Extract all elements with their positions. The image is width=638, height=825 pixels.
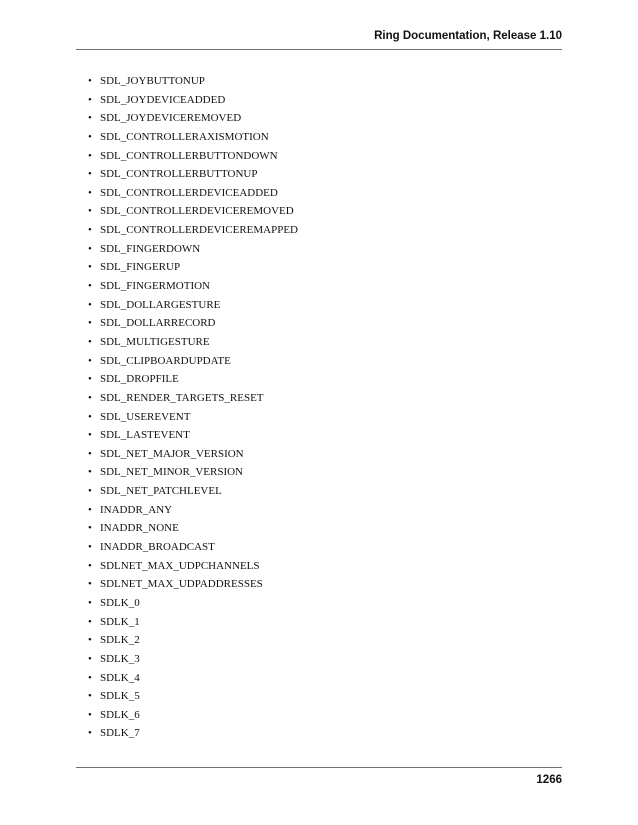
list-item	[88, 706, 298, 725]
list-item	[88, 501, 298, 520]
running-header-title: Ring Documentation, Release 1.10	[374, 30, 562, 42]
list-item-text: SDLK_4	[100, 671, 140, 684]
bullet-icon: •	[88, 615, 92, 628]
bullet-icon: •	[88, 596, 92, 609]
bullet-icon: •	[88, 503, 92, 516]
bullet-icon: •	[88, 168, 92, 181]
list-item-text: SDL_NET_PATCHLEVEL	[100, 485, 222, 498]
list-item	[88, 557, 298, 576]
list-item-text: SDLNET_MAX_UDPADDRESSES	[100, 578, 263, 591]
list-item	[88, 426, 298, 445]
list-item-text: SDL_FINGERDOWN	[100, 242, 201, 255]
bullet-icon: •	[88, 261, 92, 274]
list-item	[88, 389, 298, 408]
list-item	[88, 445, 298, 464]
list-item	[88, 240, 298, 259]
bullet-icon: •	[88, 112, 92, 125]
list-item	[88, 296, 298, 315]
list-item-text: SDL_CLIPBOARDUPDATE	[100, 354, 231, 367]
list-item-text: INADDR_BROADCAST	[100, 541, 215, 554]
list-item	[88, 128, 298, 147]
list-item-text: SDLK_5	[100, 690, 140, 703]
list-item-text: SDL_JOYDEVICEREMOVED	[100, 112, 242, 125]
list-item-text: SDL_FINGERMOTION	[100, 280, 210, 293]
bullet-icon: •	[88, 149, 92, 162]
list-item-text: SDLK_6	[100, 708, 140, 721]
bullet-icon: •	[88, 317, 92, 330]
bullet-icon: •	[88, 298, 92, 311]
bullet-icon: •	[88, 559, 92, 572]
list-item	[88, 184, 298, 203]
bullet-icon: •	[88, 708, 92, 721]
bullet-icon: •	[88, 447, 92, 460]
page-number: 1266	[536, 774, 562, 786]
list-item-text: SDL_DOLLARRECORD	[100, 317, 216, 330]
bullet-icon: •	[88, 690, 92, 703]
list-item-text: SDL_LASTEVENT	[100, 429, 190, 442]
list-item-text: SDL_CONTROLLERBUTTONUP	[100, 168, 258, 181]
list-item-text: SDLK_2	[100, 634, 140, 647]
bullet-icon: •	[88, 671, 92, 684]
list-item-text: SDL_NET_MINOR_VERSION	[100, 466, 243, 479]
list-item	[88, 463, 298, 482]
bullet-icon: •	[88, 391, 92, 404]
list-item-text: SDL_NET_MAJOR_VERSION	[100, 447, 244, 460]
bullet-icon: •	[88, 652, 92, 665]
list-item	[88, 370, 298, 389]
bullet-icon: •	[88, 186, 92, 199]
list-item	[88, 538, 298, 557]
list-item	[88, 314, 298, 333]
list-item	[88, 202, 298, 221]
bullet-icon: •	[88, 522, 92, 535]
bullet-icon: •	[88, 541, 92, 554]
bullet-icon: •	[88, 130, 92, 143]
list-item	[88, 687, 298, 706]
bullet-icon: •	[88, 634, 92, 647]
bullet-icon: •	[88, 429, 92, 442]
bullet-icon: •	[88, 224, 92, 237]
list-item	[88, 650, 298, 669]
footer-rule	[76, 767, 562, 768]
list-item-text: SDLNET_MAX_UDPCHANNELS	[100, 559, 260, 572]
list-item-text: SDL_MULTIGESTURE	[100, 335, 210, 348]
header-rule	[76, 49, 562, 50]
list-item	[88, 91, 298, 110]
list-item	[88, 109, 298, 128]
list-item-text: SDL_RENDER_TARGETS_RESET	[100, 391, 264, 404]
list-item-text: SDL_CONTROLLERDEVICEADDED	[100, 186, 278, 199]
list-item-text: SDL_CONTROLLERAXISMOTION	[100, 130, 269, 143]
list-item-text: SDL_JOYDEVICEADDED	[100, 93, 226, 106]
bullet-icon: •	[88, 335, 92, 348]
list-item-text: SDL_USEREVENT	[100, 410, 191, 423]
list-item-text: SDLK_7	[100, 727, 140, 740]
bullet-icon: •	[88, 485, 92, 498]
list-item	[88, 519, 298, 538]
bullet-icon: •	[88, 75, 92, 87]
bullet-icon: •	[88, 242, 92, 255]
list-item	[88, 165, 298, 184]
list-item-text: SDL_FINGERUP	[100, 261, 181, 274]
bullet-icon: •	[88, 373, 92, 386]
list-item	[88, 613, 298, 632]
list-item	[88, 408, 298, 427]
bullet-icon: •	[88, 410, 92, 423]
list-item-text: SDL_CONTROLLERDEVICEREMOVED	[100, 205, 294, 218]
list-item	[88, 575, 298, 594]
list-item-text: SDL_CONTROLLERDEVICEREMAPPED	[100, 224, 299, 237]
bullet-icon: •	[88, 93, 92, 106]
bullet-icon: •	[88, 354, 92, 367]
list-item-text: SDL_CONTROLLERBUTTONDOWN	[100, 149, 278, 162]
list-item	[88, 221, 298, 240]
list-item	[88, 72, 298, 91]
list-item	[88, 724, 298, 743]
bullet-icon: •	[88, 280, 92, 293]
list-item	[88, 258, 298, 277]
list-item-text: SDL_DOLLARGESTURE	[100, 298, 221, 311]
list-item-text: INADDR_NONE	[100, 522, 179, 535]
list-item	[88, 333, 298, 352]
list-item	[88, 631, 298, 650]
list-item-text: SDLK_1	[100, 615, 140, 628]
bullet-icon: •	[88, 727, 92, 740]
bullet-icon: •	[88, 205, 92, 218]
list-item	[88, 594, 298, 613]
list-item-text: SDL_JOYBUTTONUP	[100, 75, 205, 87]
list-item-text: SDLK_3	[100, 652, 140, 665]
list-item	[88, 482, 298, 501]
list-item	[88, 352, 298, 371]
list-item	[88, 277, 298, 296]
list-item-text: SDLK_0	[100, 596, 140, 609]
list-item	[88, 147, 298, 166]
bullet-icon: •	[88, 578, 92, 591]
bullet-icon: •	[88, 466, 92, 479]
list-item-text: SDL_DROPFILE	[100, 373, 179, 386]
constant-bullet-list	[88, 72, 298, 743]
list-item-text: INADDR_ANY	[100, 503, 173, 516]
list-item	[88, 669, 298, 688]
